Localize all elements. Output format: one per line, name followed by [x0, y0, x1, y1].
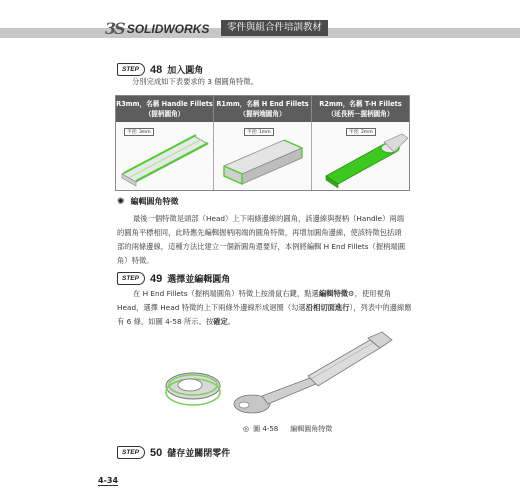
fillet-table — [115, 95, 410, 191]
step-49-heading — [117, 272, 230, 285]
step-title: 儲存並關閉零件 — [167, 449, 231, 459]
fillet-table-body — [116, 122, 409, 190]
book-title: 零件與組合件培訓教材 — [221, 20, 328, 36]
figure-caption — [243, 424, 332, 434]
fillet-image-extension — [312, 122, 409, 190]
figure-icon: ◎ — [243, 425, 250, 433]
radius-label: 半徑: 2mm — [346, 128, 376, 136]
paragraph-line: 最後一個特徵是頭部（Head）上下兩條邊線的圓角，該邊線與握柄（Handle）兩端 — [133, 214, 405, 223]
ds-logo-icon: 3S — [105, 19, 124, 38]
step-badge: STEP — [117, 63, 145, 76]
step-48-intro: 分別完成如下表要求的 3 個圓角特徵。 — [132, 77, 259, 86]
step-number: 48 — [149, 63, 163, 76]
fillet-image-handle-end — [214, 122, 312, 190]
table-header-cell: R2mm，名稱 T-H Fillets （延長柄－握柄圓角） — [319, 100, 402, 118]
page-number: 4-34 — [98, 476, 119, 485]
fillet-table-header — [116, 96, 409, 122]
fillet-image-handle — [116, 122, 214, 190]
step-number: 49 — [149, 272, 163, 285]
section-title: 編輯圓角特徵 — [130, 197, 179, 206]
figure-label: 圖 4-58 — [253, 425, 279, 433]
gear-bullet-icon: ✺ — [117, 196, 125, 207]
step-50-heading — [117, 446, 230, 459]
step-49-body — [117, 287, 417, 329]
radius-label: 半徑: 1mm — [244, 128, 274, 136]
step-badge: STEP — [117, 272, 145, 285]
edit-feature-icon: ⚙ — [348, 289, 355, 298]
brand-name: SOLIDWORKS — [126, 21, 210, 36]
figure-caption-text: 編輯圓角特徵 — [290, 425, 333, 433]
step-number: 50 — [149, 446, 163, 459]
brand-logo — [105, 19, 209, 38]
paragraph-line: 角）特徵。 — [117, 256, 154, 265]
section-edit-body — [117, 212, 417, 268]
paragraph-line: 有 6 條，如圖 4-58 所示。按確定。 — [117, 317, 236, 326]
wrench-figure — [160, 330, 400, 422]
radius-label: 半徑: 3mm — [124, 128, 154, 136]
paragraph-line: 在 H End Fillets（握柄端圓角）特徵上按滑鼠右鍵，點選編輯特徵⚙，使用視角 — [133, 289, 392, 298]
step-badge: STEP — [117, 446, 145, 459]
section-edit-fillet-heading — [117, 196, 179, 207]
paragraph-line: 部的兩條邊線，這種方法比建立一個新圓角還要好，本例將編輯 H End Fillets（握柄端圓 — [117, 242, 406, 251]
table-header-cell: R3mm，名稱 Handle Fillets （握柄圓角） — [116, 96, 214, 122]
step-title: 選擇並編輯圓角 — [167, 275, 231, 285]
table-header-cell: R1mm，名稱 H End Fillets （握柄端圓角） — [214, 96, 312, 122]
paragraph-line: 的圓角平標相同，此時應先編輯握柄兩端的圓角特徵，再增加圓角邊線，使該特徵包括頭 — [117, 228, 402, 237]
paragraph-line: Head，選擇 Head 特徵的上下兩條外邊線形成迴圈（勾選沿相切面進行），列表中的邊線應 — [117, 303, 412, 312]
step-title: 加入圓角 — [167, 66, 204, 76]
